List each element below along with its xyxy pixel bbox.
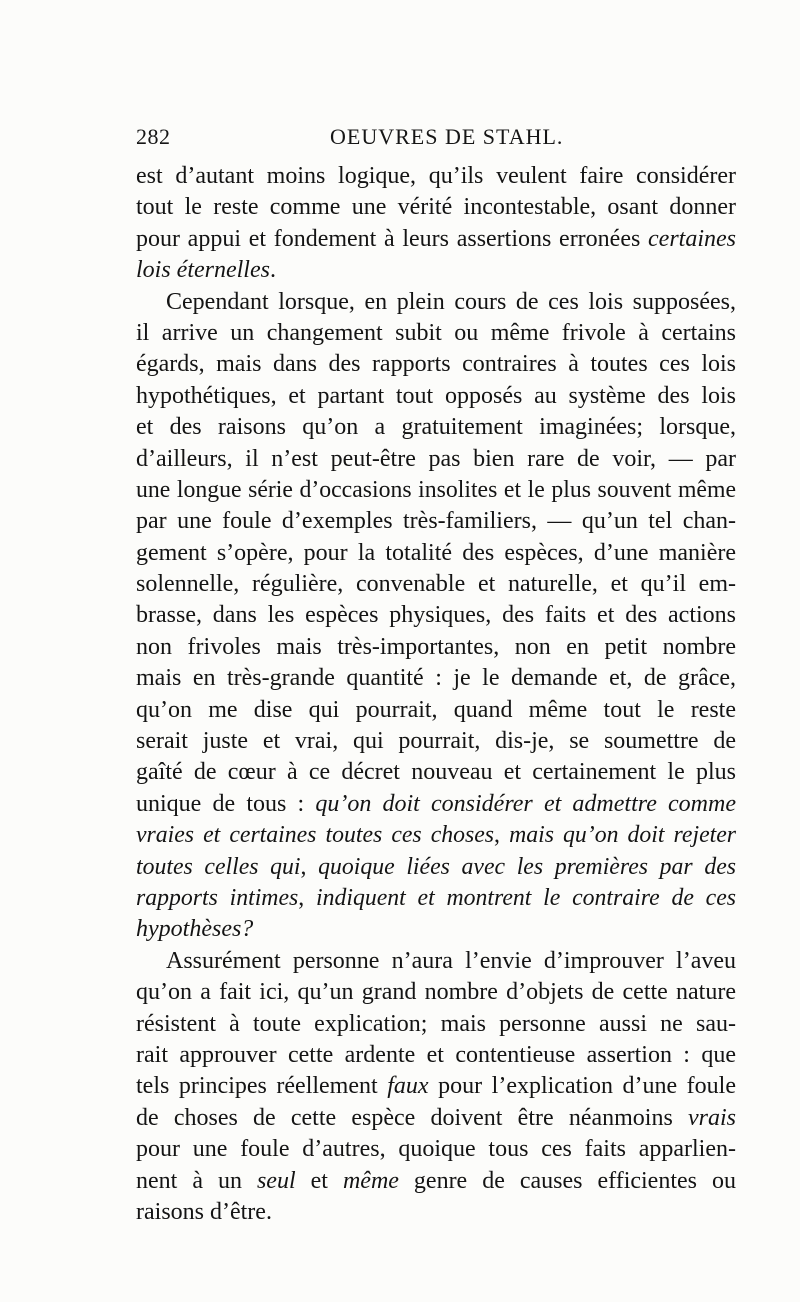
italic-text-segment: toutes celles qui [136, 853, 301, 880]
italic-text-segment: quoique liées avec les premières par des [318, 853, 736, 880]
text-line [136, 852, 736, 883]
text-line [136, 946, 736, 977]
italic-text-segment: hypothèses? [136, 916, 254, 943]
text-line [136, 318, 736, 349]
text-line [136, 444, 736, 475]
text-segment: , [298, 884, 316, 911]
text-segment: Cependant lorsque, en plein cours de ces lois supposées, [166, 288, 736, 315]
text-segment: Assurément personne n’aura l’envie d’improuver l’aveu [166, 947, 736, 974]
text-line [136, 1134, 736, 1165]
text-segment: égards, mais dans des rapports contraires à toutes ces lois [136, 351, 736, 378]
page-header [136, 122, 736, 156]
text-segment: qu’on me dise qui pourrait, quand même tout le reste [136, 696, 736, 723]
text-segment: , [494, 822, 510, 849]
text-segment: pour appui et fondement à leurs assertions erronées [136, 225, 649, 252]
text-line [136, 820, 736, 851]
text-segment: raisons d’être. [136, 1198, 272, 1225]
text-segment: par une foule d’exemples très-familiers, — qu’un tel chan- [136, 508, 736, 535]
text-segment: . [269, 257, 276, 284]
text-line [136, 255, 736, 286]
text-line [136, 475, 736, 506]
text-segment: rait approuver cette ardente et contentieuse assertion : que [136, 1041, 736, 1068]
text-segment: nent à un [136, 1167, 257, 1194]
italic-text-segment: qu’on doit considérer et admettre comme [315, 790, 736, 817]
text-line [136, 1040, 736, 1071]
text-segment: gaîté de cœur à ce décret nouveau et certainement le plus [136, 759, 736, 786]
text-line [136, 632, 736, 663]
text-line [136, 663, 736, 694]
text-line [136, 287, 736, 318]
text-segment: résistent à toute explication; mais personne aussi ne sau- [136, 1010, 736, 1037]
text-segment: qu’on a fait ici, qu’un grand nombre d’objets de cette nature [136, 979, 736, 1006]
italic-text-segment: mais qu’on doit rejeter [509, 822, 736, 849]
text-segment: solennelle, régulière, convenable et naturelle, et qu’il em- [136, 571, 736, 598]
text-segment: gement s’opère, pour la totalité des espèces, d’une manière [136, 539, 736, 566]
text-segment: serait juste et vrai, qui pourrait, dis-je, se soumettre de [136, 728, 736, 755]
text-segment: genre de causes efficientes ou [398, 1167, 736, 1194]
text-line [136, 1103, 736, 1134]
text-line [136, 789, 736, 820]
text-line [136, 1071, 736, 1102]
text-segment: tout le reste comme une vérité incontestable, osant donner [136, 194, 736, 221]
text-segment: unique de tous : [136, 790, 316, 817]
italic-text-segment: vrais [688, 1104, 736, 1131]
text-segment: et [295, 1167, 343, 1194]
text-line [136, 224, 736, 255]
text-segment: hypothétiques, et partant tout opposés au système des lois [136, 382, 736, 409]
text-segment: est d’autant moins logique, qu’ils veulent faire considérer [136, 163, 736, 189]
italic-text-segment: même [342, 1167, 399, 1194]
text-line [136, 192, 736, 223]
text-line [136, 914, 736, 945]
running-title: OEUVRES DE STAHL. [330, 124, 564, 149]
italic-text-segment: lois éternelles [136, 257, 270, 284]
text-line [136, 977, 736, 1008]
italic-text-segment: indiquent et montrent le contraire de ces [316, 884, 736, 911]
italic-text-segment: seul [256, 1167, 296, 1194]
body-text [136, 161, 736, 1228]
italic-text-segment: certaines [648, 225, 736, 252]
text-line [136, 757, 736, 788]
text-line [136, 695, 736, 726]
text-segment: d’ailleurs, il n’est peut-être pas bien rare de voir, — par [136, 445, 736, 472]
text-line [136, 349, 736, 380]
text-line [136, 1166, 736, 1197]
page-number: 282 [136, 124, 171, 149]
text-line [136, 600, 736, 631]
text-line [136, 1197, 736, 1228]
text-segment: non frivoles mais très-importantes, non en petit nombre [136, 633, 736, 660]
italic-text-segment: vraies et certaines toutes ces choses [136, 822, 495, 849]
text-segment: tels principes réellement [136, 1073, 388, 1100]
text-line [136, 506, 736, 537]
italic-text-segment: faux [387, 1073, 429, 1100]
text-line [136, 412, 736, 443]
text-line [136, 1009, 736, 1040]
text-segment: mais en très-grande quantité : je le demande et, de grâce, [136, 665, 736, 692]
text-segment: de choses de cette espèce doivent être néanmoins [136, 1104, 688, 1131]
text-line [136, 381, 736, 412]
text-line [136, 883, 736, 914]
text-segment: et des raisons qu’on a gratuitement imaginées; lorsque, [136, 414, 736, 441]
text-line [136, 538, 736, 569]
text-segment: pour l’explication d’une foule [428, 1073, 736, 1100]
italic-text-segment: rapports intimes [136, 884, 299, 911]
text-segment: il arrive un changement subit ou même frivole à certains [136, 319, 736, 346]
text-line [136, 569, 736, 600]
text-segment: pour une foule d’autres, quoique tous ces faits apparlien- [136, 1136, 736, 1163]
text-line [136, 161, 736, 192]
text-segment: , [300, 853, 319, 880]
text-line [136, 726, 736, 757]
text-segment: brasse, dans les espèces physiques, des faits et des actions [136, 602, 736, 629]
text-segment: une longue série d’occasions insolites et le plus souvent même [136, 476, 736, 503]
